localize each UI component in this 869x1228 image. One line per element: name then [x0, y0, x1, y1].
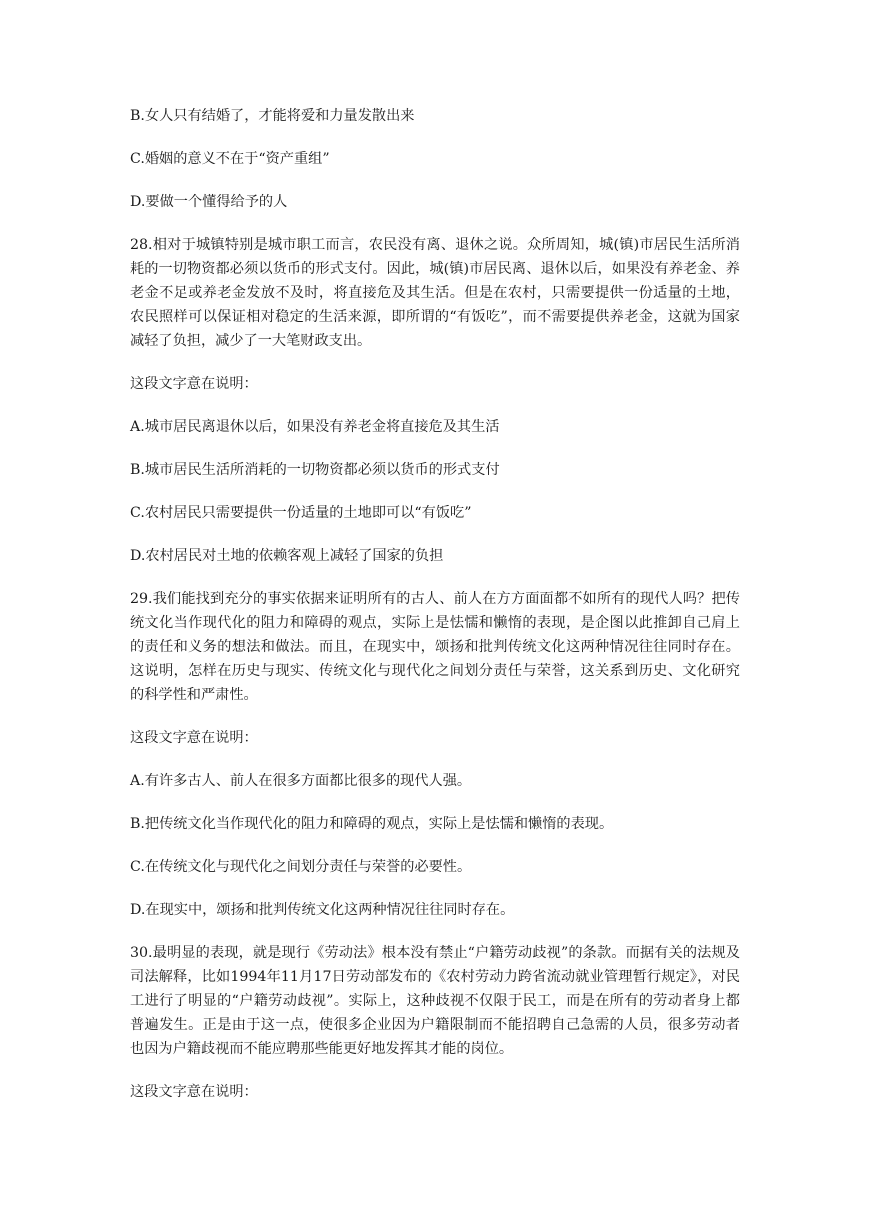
q28-option-b: B.城市居民生活所消耗的一切物资都必须以货币的形式支付 — [130, 462, 500, 478]
q29-prompt: 这段文字意在说明： — [130, 730, 258, 746]
document-page — [130, 104, 740, 1123]
q27-option-c: C.婚姻的意义不在于“资产重组” — [130, 151, 330, 167]
q29-option-c: C.在传统文化与现代化之间划分责任与荣誉的必要性。 — [130, 859, 472, 875]
q29-paragraph: 29.我们能找到充分的事实依据来证明所有的古人、前人在方方面面都不如所有的现代人吗？把传统文化当作现代化的阻力和障碍的观点，实际上是怯懦和懒惰的表现，是企图以此推卸自己肩上的责任和义务的想法和做法。而且，在现实中，颂扬和批判传统文化这两种情况往往同时存在。这说明，怎样在历史与现实、传统文化与现代化之间划分责任与荣誉，这关系到历史、文化研究的科学性和严肃性。 — [130, 591, 740, 703]
q29-option-a: A.有许多古人、前人在很多方面都比很多的现代人强。 — [130, 773, 472, 789]
q28-option-a: A.城市居民离退休以后，如果没有养老金将直接危及其生活 — [130, 419, 500, 435]
q27-option-d: D.要做一个懂得给予的人 — [130, 194, 288, 210]
q29-option-b: B.把传统文化当作现代化的阻力和障碍的观点，实际上是怯懦和懒惰的表现。 — [130, 816, 614, 832]
q28-option-d: D.农村居民对土地的依赖客观上减轻了国家的负担 — [130, 548, 444, 564]
q28-option-c: C.农村居民只需要提供一份适量的土地即可以“有饭吃” — [130, 505, 472, 521]
q29-option-d: D.在现实中，颂扬和批判传统文化这两种情况往往同时存在。 — [130, 902, 515, 918]
q28-prompt: 这段文字意在说明： — [130, 376, 258, 392]
q30-prompt: 这段文字意在说明： — [130, 1084, 258, 1100]
q30-paragraph: 30.最明显的表现，就是现行《劳动法》根本没有禁止“户籍劳动歧视”的条款。而据有关的法规及司法解释，比如1994年11月17日劳动部发布的《农村劳动力跨省流动就业管理暂行规定》，对民工进行了明显的“户籍劳动歧视”。实际上，这种歧视不仅限于民工，而是在所有的劳动者身上都普遍发生。正是由于这一点，使很多企业因为户籍限制而不能招聘自己急需的人员，很多劳动者也因为户籍歧视而不能应聘那些能更好地发挥其才能的岗位。 — [130, 945, 740, 1057]
q28-paragraph: 28.相对于城镇特别是城市职工而言，农民没有离、退休之说。众所周知，城(镇)市居民生活所消耗的一切物资都必须以货币的形式支付。因此，城(镇)市居民离、退休以后，如果没有养老金、养老金不足或养老金发放不及时，将直接危及其生活。但是在农村，只需要提供一份适量的土地，农民照样可以保证相对稳定的生活来源，即所谓的“有饭吃”，而不需要提供养老金，这就为国家减轻了负担，减少了一大笔财政支出。 — [130, 237, 740, 349]
q27-option-b: B.女人只有结婚了，才能将爱和力量发散出来 — [130, 108, 415, 124]
